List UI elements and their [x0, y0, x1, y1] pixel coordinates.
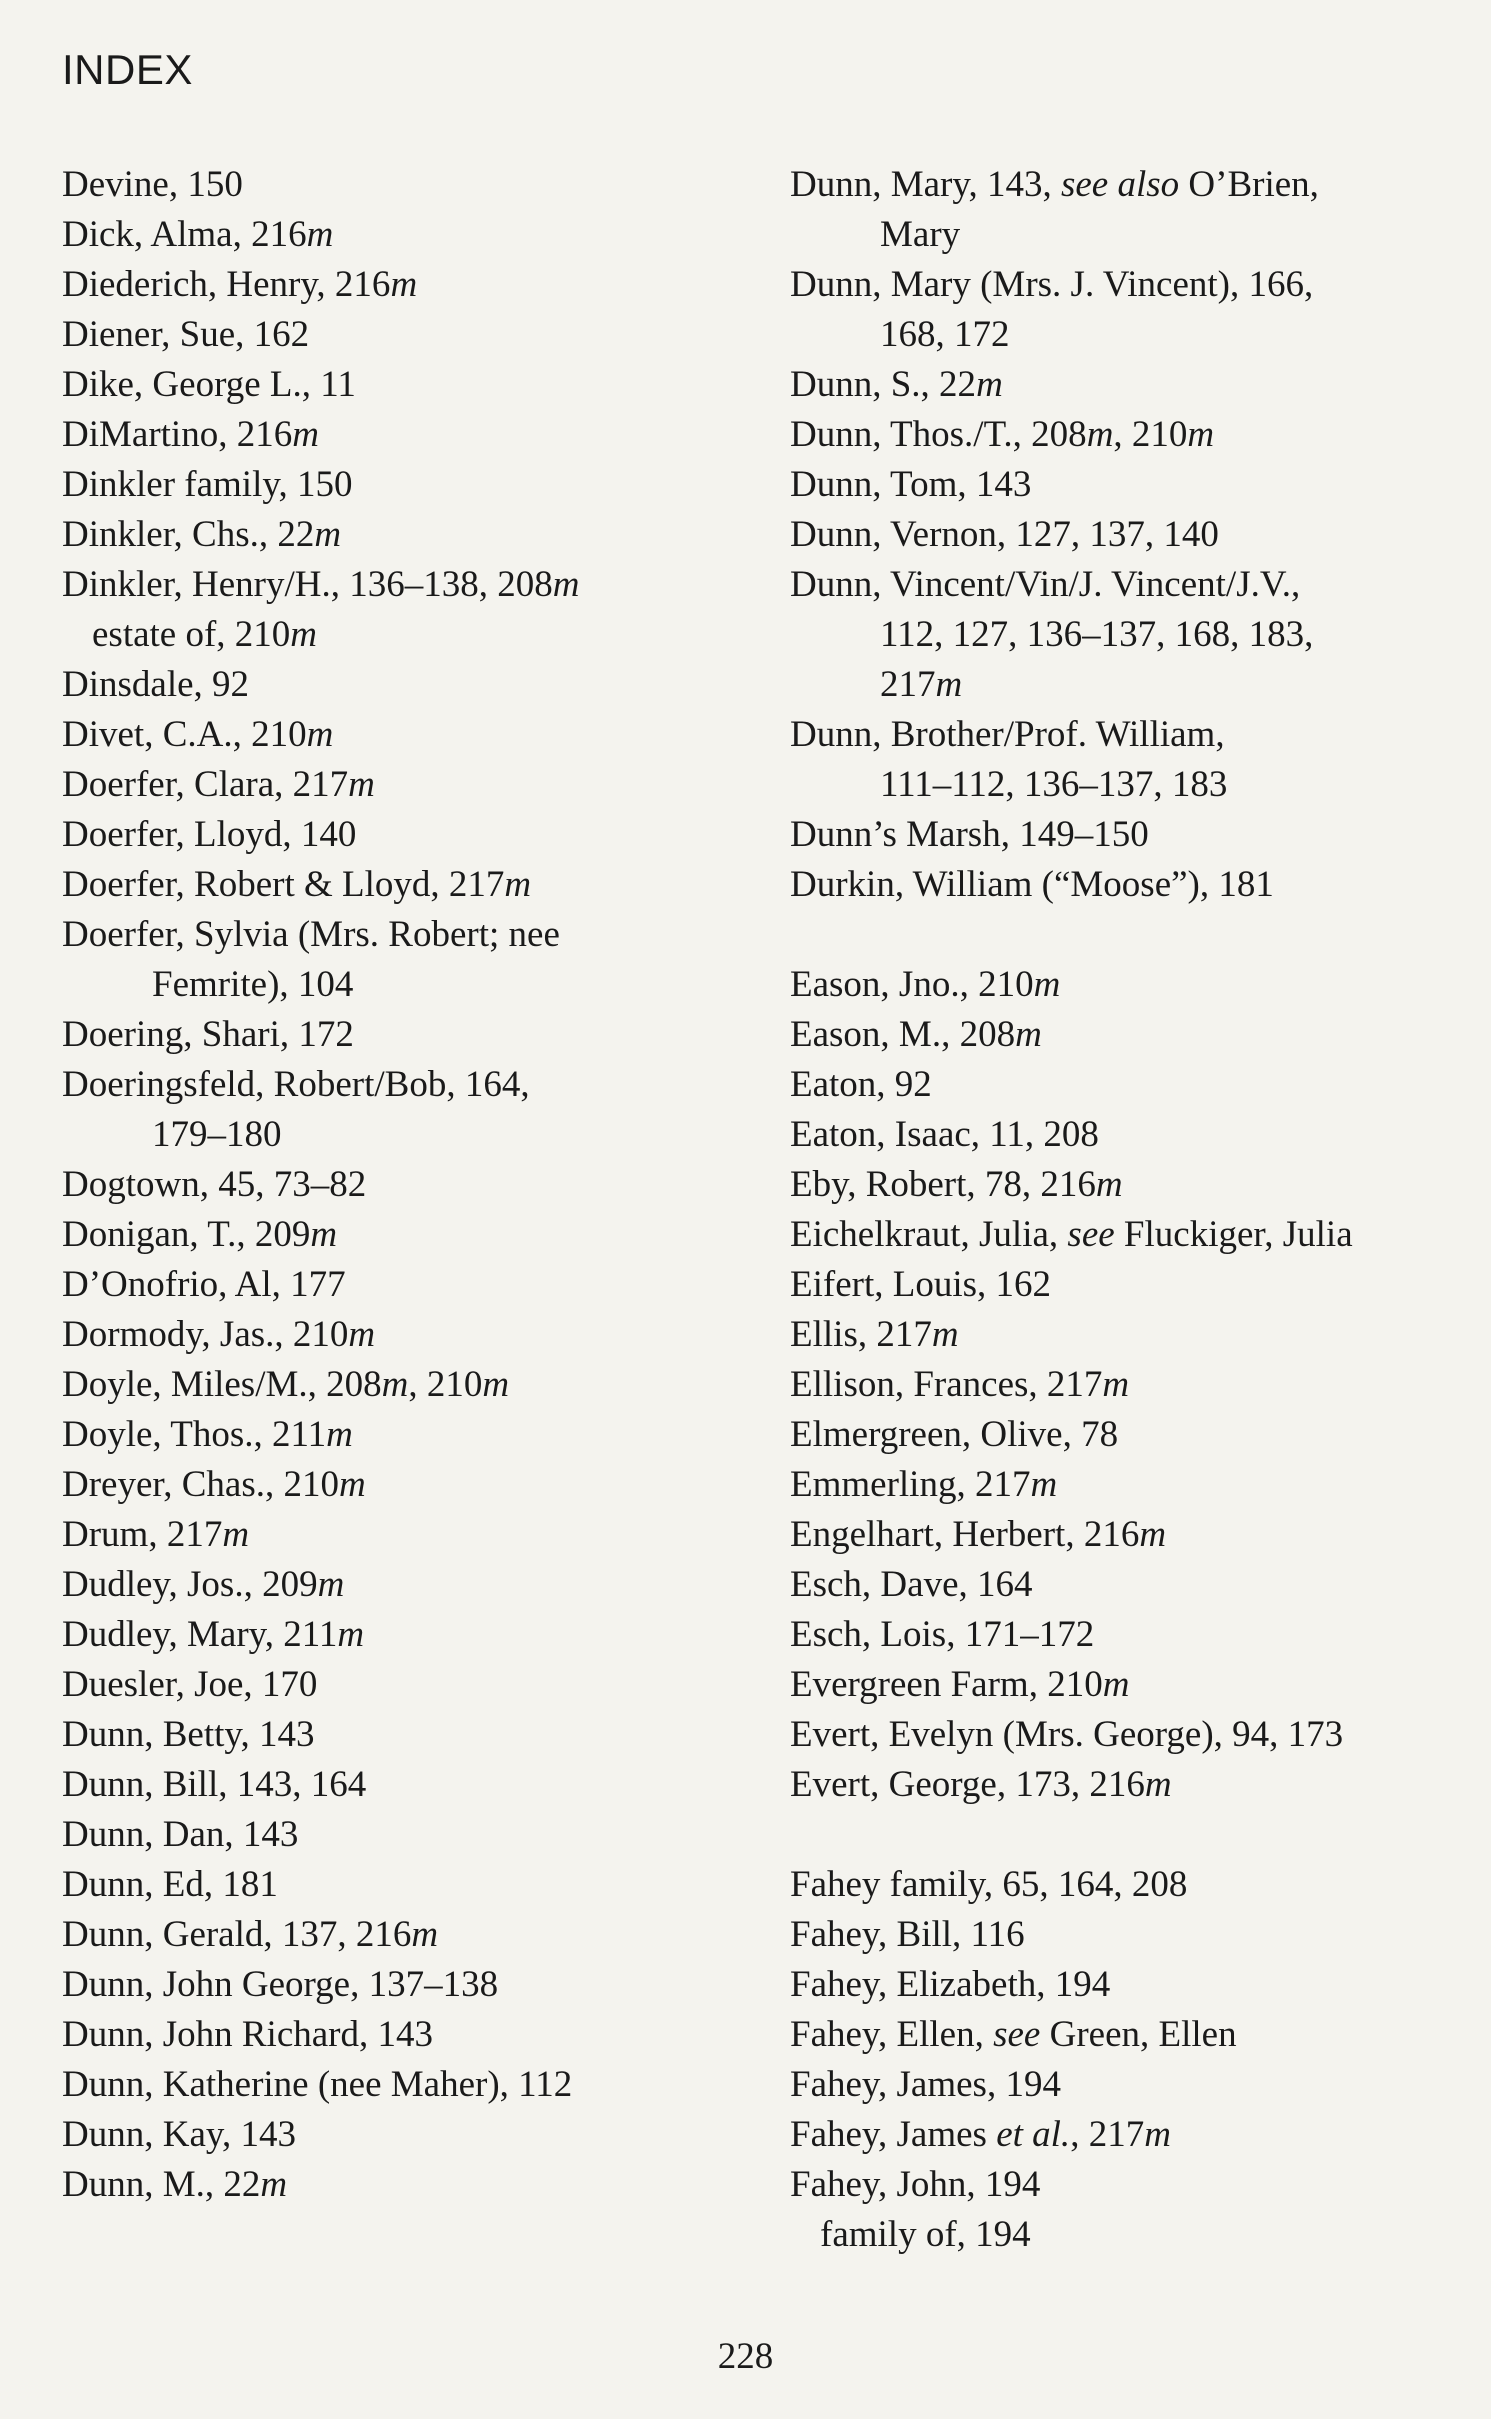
index-entry	[62, 210, 762, 260]
index-entry-text: Engelhart, Herbert, 216m	[790, 1514, 1167, 1555]
index-entry	[62, 1060, 762, 1160]
index-entry	[62, 1710, 762, 1760]
index-entry	[790, 560, 1470, 710]
index-entry	[62, 910, 762, 1010]
index-entry	[62, 1310, 762, 1360]
index-entry	[62, 1910, 762, 1960]
index-entry-text: Eby, Robert, 78, 216m	[790, 1164, 1123, 1205]
index-entry-text: Emmerling, 217m	[790, 1464, 1058, 1505]
index-entry	[790, 1310, 1470, 1360]
index-entry-text: Evert, George, 173, 216m	[790, 1764, 1172, 1805]
index-entry-text: Dunn, Gerald, 137, 216m	[62, 1914, 439, 1955]
index-entry	[62, 1260, 762, 1310]
index-entry-text: Fahey, Bill, 116	[790, 1914, 1025, 1955]
index-entry	[790, 1660, 1470, 1710]
index-entry	[790, 160, 1470, 260]
index-entry-continuation: Mary	[880, 214, 961, 255]
index-entry	[790, 2010, 1470, 2060]
index-entry-text: Dunn’s Marsh, 149–150	[790, 814, 1149, 855]
index-entry	[62, 2010, 762, 2060]
index-entry-text: Dudley, Jos., 209m	[62, 1564, 345, 1605]
index-entry-text: Fahey, Elizabeth, 194	[790, 1964, 1111, 2005]
index-entry-text: Devine, 150	[62, 164, 243, 205]
index-entry-text: Dunn, Thos./T., 208m, 210m	[790, 414, 1215, 455]
index-entry-text: Dike, George L., 11	[62, 364, 356, 405]
index-entry-text: Dreyer, Chas., 210m	[62, 1464, 366, 1505]
index-entry-text: Dunn, Bill, 143, 164	[62, 1764, 367, 1805]
index-entry-text: Dunn, Katherine (nee Maher), 112	[62, 2064, 573, 2105]
index-entry	[62, 1460, 762, 1510]
index-entry-text: Dunn, Betty, 143	[62, 1714, 315, 1755]
index-entry-text: Doerfer, Lloyd, 140	[62, 814, 357, 855]
index-entry	[790, 1460, 1470, 1510]
index-entry-text: Dunn, John Richard, 143	[62, 2014, 433, 2055]
index-entry	[790, 2210, 1470, 2260]
index-entry	[62, 460, 762, 510]
index-entry	[62, 1160, 762, 1210]
index-entry-text: Dinkler, Chs., 22m	[62, 514, 342, 555]
index-entry-text: Dunn, Vernon, 127, 137, 140	[790, 514, 1219, 555]
index-entry-text: Eaton, Isaac, 11, 208	[790, 1114, 1099, 1155]
index-entry-text: Dunn, Ed, 181	[62, 1864, 278, 1905]
index-entry	[790, 1010, 1470, 1060]
index-entry	[62, 1210, 762, 1260]
index-entry-text: Evert, Evelyn (Mrs. George), 94, 173	[790, 1714, 1344, 1755]
index-entry-text: Dudley, Mary, 211m	[62, 1614, 365, 1655]
index-entry	[62, 860, 762, 910]
index-entry	[790, 260, 1470, 360]
index-entry-text: Eason, Jno., 210m	[790, 964, 1061, 1005]
index-entry-text: Doyle, Miles/M., 208m, 210m	[62, 1364, 510, 1405]
index-entry	[62, 760, 762, 810]
index-column-right	[790, 160, 1470, 2260]
index-entry	[790, 510, 1470, 560]
index-entry	[62, 310, 762, 360]
index-column-left	[62, 160, 762, 2210]
index-entry	[790, 710, 1470, 810]
letter-group-gap	[790, 1810, 1470, 1860]
index-entry-text: Doerfer, Sylvia (Mrs. Robert; nee	[62, 914, 560, 955]
index-entry	[62, 510, 762, 560]
index-entry	[790, 1910, 1470, 1960]
index-entry-text: Ellison, Frances, 217m	[790, 1364, 1130, 1405]
index-entry	[790, 2060, 1470, 2110]
index-entry-text: Doyle, Thos., 211m	[62, 1414, 353, 1455]
index-entry	[790, 410, 1470, 460]
index-entry	[790, 2110, 1470, 2160]
index-entry	[790, 1760, 1470, 1810]
index-entry-text: Fahey, James, 194	[790, 2064, 1061, 2105]
index-entry	[62, 1360, 762, 1410]
index-entry	[62, 1610, 762, 1660]
index-entry	[790, 1060, 1470, 1110]
index-entry	[790, 1210, 1470, 1260]
index-entry-text: Eason, M., 208m	[790, 1014, 1042, 1055]
index-entry-text: Dinkler family, 150	[62, 464, 353, 505]
index-entry	[62, 1810, 762, 1860]
index-entry-text: Eifert, Louis, 162	[790, 1264, 1052, 1305]
index-entry-text: Dunn, Brother/Prof. William,	[790, 714, 1225, 755]
index-entry-text: estate of, 210m	[92, 614, 318, 655]
index-entry-text: Durkin, William (“Moose”), 181	[790, 864, 1274, 905]
index-entry	[62, 160, 762, 210]
index-entry-text: Dunn, John George, 137–138	[62, 1964, 499, 2005]
index-entry-text: Doerfer, Clara, 217m	[62, 764, 375, 805]
index-entry-text: Dogtown, 45, 73–82	[62, 1164, 367, 1205]
index-entry	[62, 1010, 762, 1060]
index-entry	[790, 460, 1470, 510]
index-entry	[790, 1160, 1470, 1210]
index-entry	[790, 1510, 1470, 1560]
index-entry	[790, 1260, 1470, 1310]
index-entry-text: Donigan, T., 209m	[62, 1214, 338, 1255]
index-entry-continuation: 179–180	[152, 1114, 282, 1155]
index-entry	[790, 1860, 1470, 1910]
index-entry-text: family of, 194	[820, 2214, 1031, 2255]
index-entry-text: Dunn, Vincent/Vin/J. Vincent/J.V.,	[790, 564, 1301, 605]
index-entry	[790, 360, 1470, 410]
index-entry-text: Eaton, 92	[790, 1064, 932, 1105]
index-entry-text: Dormody, Jas., 210m	[62, 1314, 376, 1355]
index-entry	[62, 710, 762, 760]
index-entry	[62, 1410, 762, 1460]
index-entry-text: Dunn, M., 22m	[62, 2164, 288, 2205]
index-entry-continuation: Femrite), 104	[152, 964, 354, 1005]
index-entry-text: Fahey, Ellen, see Green, Ellen	[790, 2014, 1237, 2055]
index-entry-text: Diener, Sue, 162	[62, 314, 310, 355]
index-entry	[62, 560, 762, 610]
index-entry	[62, 260, 762, 310]
index-entry-text: Dinkler, Henry/H., 136–138, 208m	[62, 564, 580, 605]
index-entry-text: Dunn, Kay, 143	[62, 2114, 296, 2155]
index-entry-text: Diederich, Henry, 216m	[62, 264, 418, 305]
index-entry	[62, 1860, 762, 1910]
index-entry-text: Eichelkraut, Julia, see Fluckiger, Julia	[790, 1214, 1353, 1255]
index-entry	[790, 1560, 1470, 1610]
index-entry	[790, 1710, 1470, 1760]
index-entry-text: Dunn, Tom, 143	[790, 464, 1032, 505]
index-entry-text: Drum, 217m	[62, 1514, 250, 1555]
index-entry-text: Dunn, Mary, 143, see also O’Brien,	[790, 164, 1319, 205]
letter-group-gap	[790, 910, 1470, 960]
index-entry-text: Dunn, Dan, 143	[62, 1814, 299, 1855]
index-entry-continuation: 168, 172	[880, 314, 1010, 355]
index-entry-text: Fahey, John, 194	[790, 2164, 1041, 2205]
index-entry	[62, 2110, 762, 2160]
index-entry-text: Doeringsfeld, Robert/Bob, 164,	[62, 1064, 530, 1105]
page-number: 228	[717, 2336, 774, 2377]
index-entry	[790, 1360, 1470, 1410]
index-entry-text: Evergreen Farm, 210m	[790, 1664, 1130, 1705]
index-entry-text: DiMartino, 216m	[62, 414, 319, 455]
index-entry	[62, 660, 762, 710]
index-entry	[790, 1610, 1470, 1660]
index-entry	[62, 1660, 762, 1710]
index-entry	[790, 1960, 1470, 2010]
index-entry	[62, 810, 762, 860]
index-entry-text: Elmergreen, Olive, 78	[790, 1414, 1119, 1455]
index-entry	[790, 1410, 1470, 1460]
index-entry-text: Doerfer, Robert & Lloyd, 217m	[62, 864, 532, 905]
index-entry-text: Dinsdale, 92	[62, 664, 250, 705]
index-entry	[790, 960, 1470, 1010]
index-entry	[790, 860, 1470, 910]
index-entry	[62, 1510, 762, 1560]
index-entry	[62, 610, 762, 660]
index-entry-text: Dick, Alma, 216m	[62, 214, 334, 255]
index-entry	[62, 1560, 762, 1610]
page-heading: INDEX	[62, 46, 193, 93]
index-entry-text: Dunn, S., 22m	[790, 364, 1003, 405]
index-entry	[62, 1960, 762, 2010]
index-entry	[790, 2160, 1470, 2210]
index-entry-continuation: 217m	[880, 664, 963, 705]
index-entry	[62, 2160, 762, 2210]
index-entry-text: Doering, Shari, 172	[62, 1014, 354, 1055]
index-entry-text: Esch, Lois, 171–172	[790, 1614, 1095, 1655]
index-entry	[62, 2060, 762, 2110]
index-entry-text: Ellis, 217m	[790, 1314, 959, 1355]
index-entry-text: Duesler, Joe, 170	[62, 1664, 318, 1705]
index-entry	[790, 1110, 1470, 1160]
index-entry-text: Fahey, James et al., 217m	[790, 2114, 1171, 2155]
index-entry-text: Esch, Dave, 164	[790, 1564, 1033, 1605]
index-entry-text: Dunn, Mary (Mrs. J. Vincent), 166,	[790, 264, 1314, 305]
index-entry-text: D’Onofrio, Al, 177	[62, 1264, 346, 1305]
index-entry-text: Divet, C.A., 210m	[62, 714, 334, 755]
index-entry-continuation: 112, 127, 136–137, 168, 183,	[880, 614, 1314, 655]
index-entry	[62, 360, 762, 410]
index-entry	[790, 810, 1470, 860]
index-entry	[62, 410, 762, 460]
index-entry-continuation: 111–112, 136–137, 183	[880, 764, 1228, 805]
index-entry	[62, 1760, 762, 1810]
index-entry-text: Fahey family, 65, 164, 208	[790, 1864, 1188, 1905]
